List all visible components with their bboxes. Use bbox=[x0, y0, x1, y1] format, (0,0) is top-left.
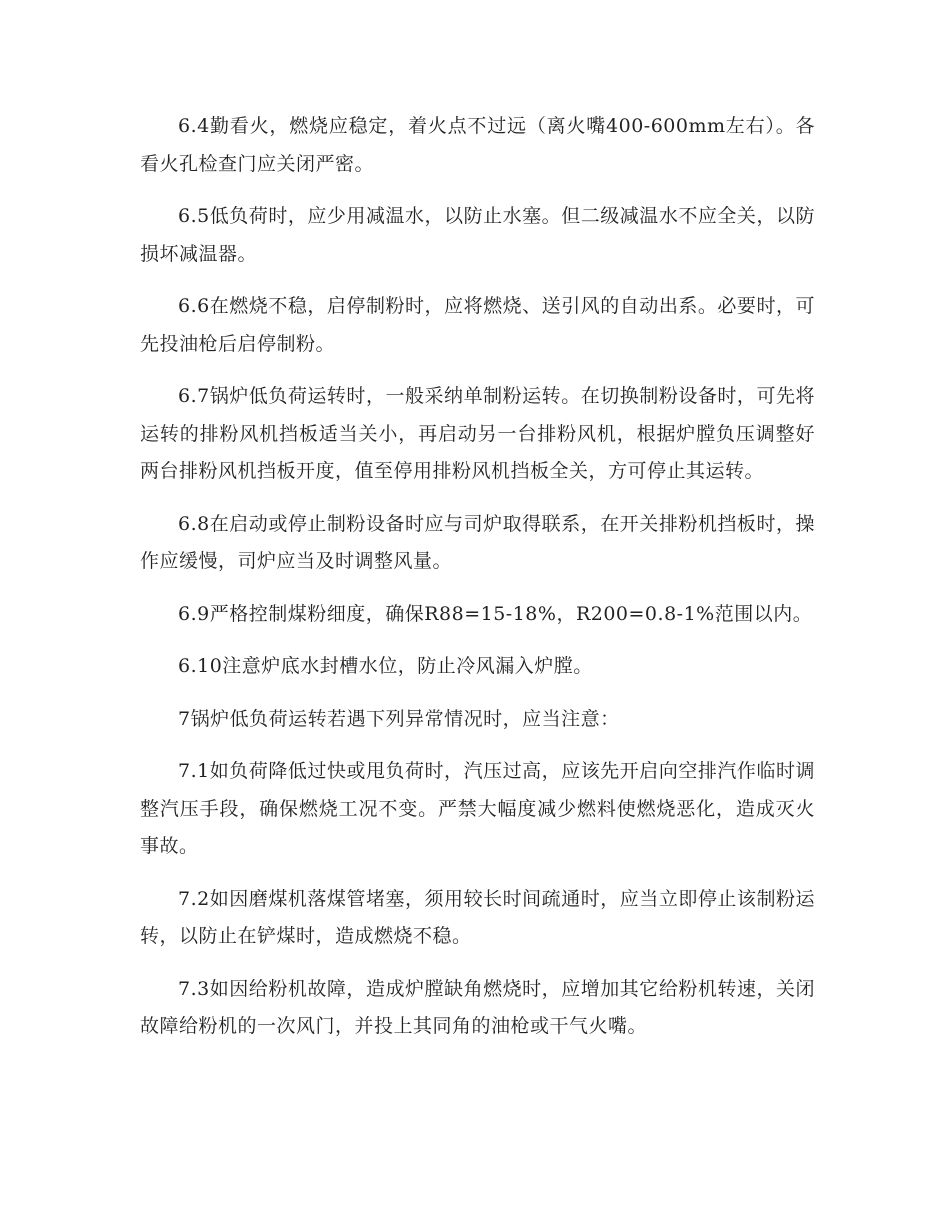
paragraph-7-1: 7.1如负荷降低过快或甩负荷时，汽压过高，应该先开启向空排汽作临时调整汽压手段，确保燃烧工况不变。严禁大幅度减少燃料使燃烧恶化，造成灭火事故。 bbox=[140, 760, 815, 857]
paragraph-6-7: 6.7锅炉低负荷运转时，一般采纳单制粉运转。在切换制粉设备时，可先将运转的排粉风机挡板适当关小，再启动另一台排粉风机，根据炉膛负压调整好两台排粉风机挡板开度，值至停用排粉风机挡板全关，方可停止其运转。 bbox=[140, 385, 815, 482]
paragraph-6-9: 6.9严格控制煤粉细度，确保R88=15-18%，R200=0.8-1%范围以内。 bbox=[178, 602, 813, 625]
paragraph-6-8: 6.8在启动或停止制粉设备时应与司炉取得联系，在开关排粉机挡板时，操作应缓慢，司炉应当及时调整风量。 bbox=[140, 512, 815, 572]
paragraph-6-10: 6.10注意炉底水封槽水位，防止冷风漏入炉膛。 bbox=[178, 655, 593, 677]
document-body bbox=[140, 108, 815, 1061]
section-7-heading: 7锅炉低负荷运转若遇下列异常情况时，应当注意： bbox=[178, 707, 620, 730]
paragraph-7-2: 7.2如因磨煤机落煤管堵塞，须用较长时间疏通时，应当立即停止该制粉运转，以防止在铲煤时，造成燃烧不稳。 bbox=[140, 887, 815, 947]
paragraph-6-6: 6.6在燃烧不稳，启停制粉时，应将燃烧、送引风的自动出系。必要时，可先投油枪后启停制粉。 bbox=[140, 295, 815, 355]
paragraph-6-4: 6.4勤看火，燃烧应稳定，着火点不过远（离火嘴400-600mm左右）。各看火孔检查门应关闭严密。 bbox=[140, 115, 815, 175]
paragraph-7-3: 7.3如因给粉机故障，造成炉膛缺角燃烧时，应增加其它给粉机转速，关闭故障给粉机的一次风门，并投上其同角的油枪或干气火嘴。 bbox=[140, 977, 815, 1037]
paragraph-6-5: 6.5低负荷时，应少用减温水，以防止水塞。但二级减温水不应全关，以防损坏减温器。 bbox=[140, 205, 815, 265]
